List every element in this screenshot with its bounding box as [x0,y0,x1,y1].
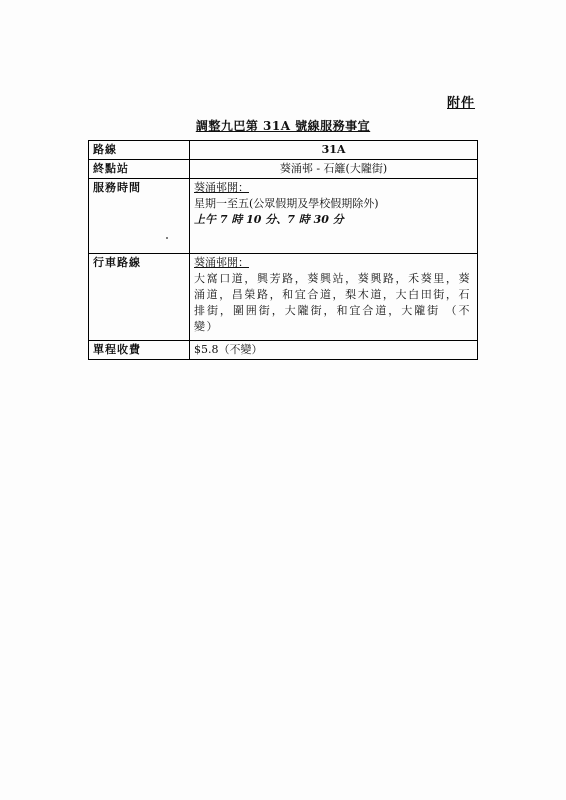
table-row-routeing [89,254,478,341]
service-hours-cell [190,179,478,254]
fare-label: 單程收費 [89,341,190,360]
scan-speck [166,237,168,239]
route-label: 路線 [89,141,190,160]
table-row-route [89,141,478,160]
annex-label: 附件 [447,96,476,111]
document-title: 調整九巴第 31A 號線服務事宜 [195,119,371,133]
table-row-fare [89,341,478,360]
routeing-note: （不變） [194,304,471,333]
service-hours-heading: 葵涌邨開： [194,181,249,194]
fare-value: $5.8（不變） [190,341,478,360]
routeing-path: 大窩口道，興芳路，葵興站，葵興路，禾葵里，葵涌道，昌榮路，和宜合道，梨木道，大白田街，石排街，圍囲街，大隴街，和宜合道，大隴街 [194,272,471,317]
service-hours-label: 服務時間 [89,179,190,254]
routeing-label: 行車路線 [89,254,190,341]
service-hours-times: 上午 7 時 10 分、7 時 30 分 [194,213,344,226]
routeing-heading: 葵涌邨開： [194,256,249,269]
table-row-service-hours [89,179,478,254]
service-hours-days: 星期一至五(公眾假期及學校假期除外) [194,197,379,210]
route-value: 31A [190,141,478,160]
routeing-body [194,271,473,335]
table-row-terminus [89,160,478,179]
terminus-label: 終點站 [89,160,190,179]
terminus-value: 葵涌邨 - 石籬(大隴街) [190,160,478,179]
route-info-table [88,140,478,360]
routeing-cell [190,254,478,341]
